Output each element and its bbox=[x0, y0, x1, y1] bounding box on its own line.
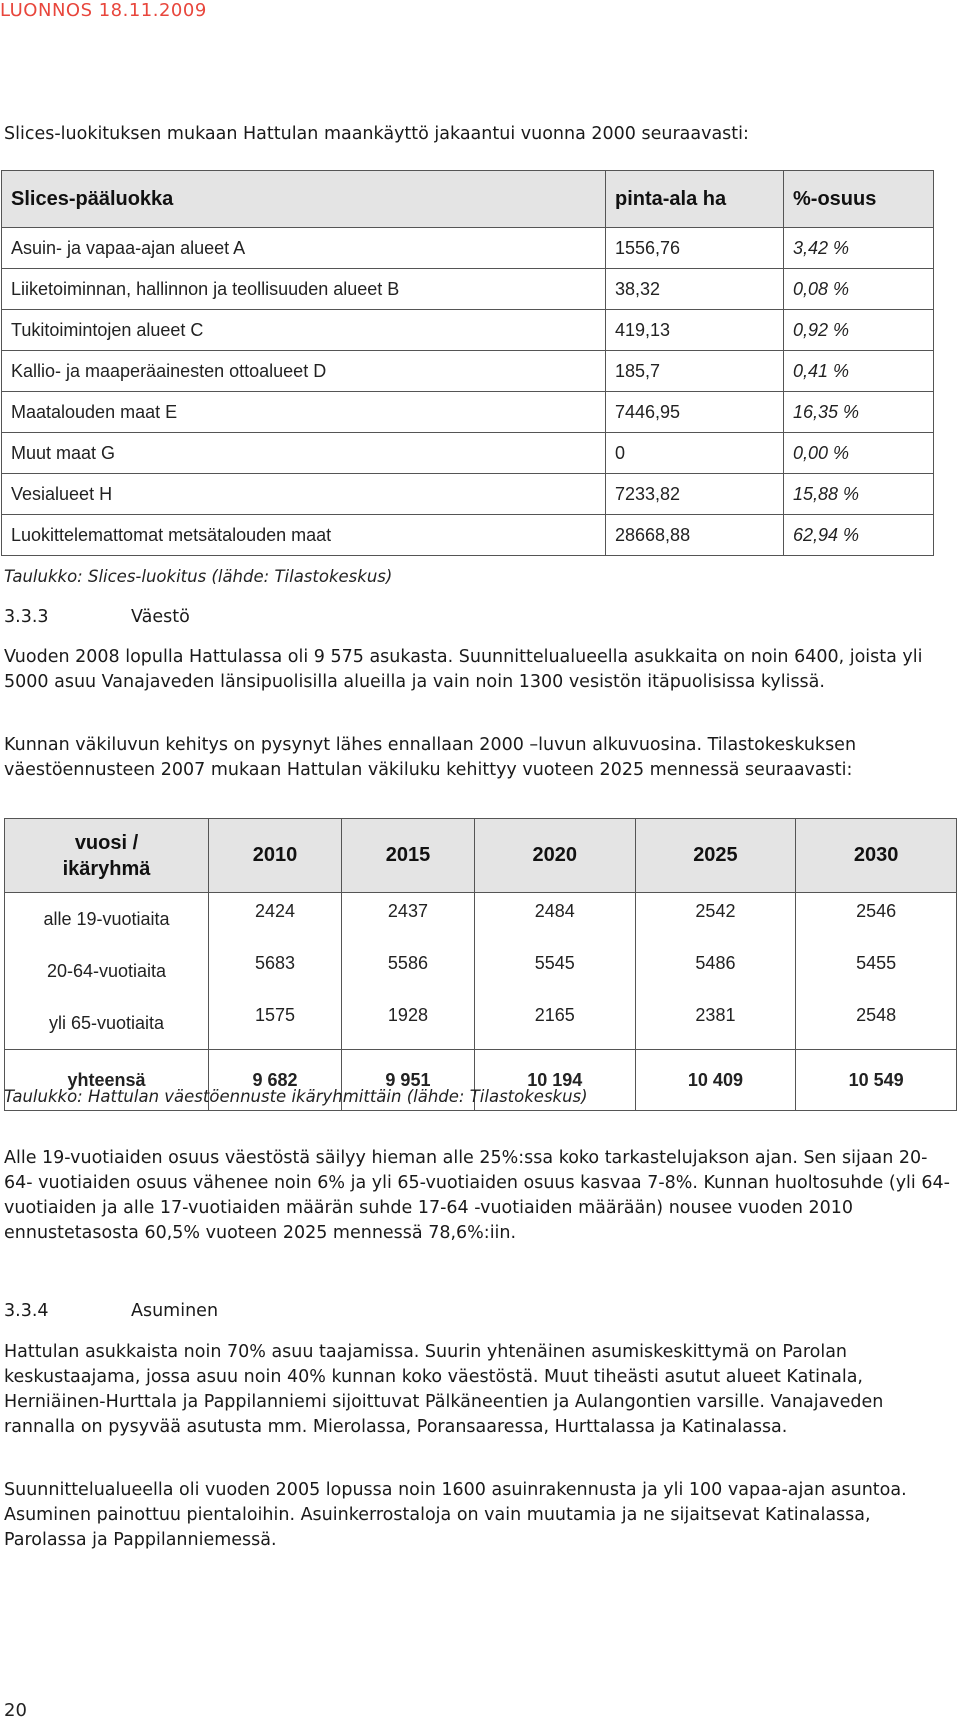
value-cell: 2548 bbox=[796, 997, 957, 1050]
section-title: Asuminen bbox=[131, 1301, 219, 1321]
population-table-caption: Taulukko: Hattulan väestöennuste ikäryhmittäin (lähde: Tilastokeskus) bbox=[4, 1087, 588, 1106]
intro-paragraph: Slices-luokituksen mukaan Hattulan maankäyttö jakaantui vuonna 2000 seuraavasti: bbox=[4, 124, 749, 144]
area-cell: 185,7 bbox=[606, 351, 784, 392]
age-group-label: alle 19-vuotiaita bbox=[5, 893, 209, 946]
value-cell: 2424 bbox=[209, 893, 342, 946]
table-header-row bbox=[5, 819, 957, 893]
column-header-year: 2020 bbox=[474, 819, 635, 893]
population-forecast-table bbox=[4, 818, 957, 1111]
area-cell: 419,13 bbox=[606, 310, 784, 351]
draft-watermark: LUONNOS 18.11.2009 bbox=[0, 0, 207, 21]
share-cell: 15,88 % bbox=[784, 474, 934, 515]
column-header-area: pinta-ala ha bbox=[606, 171, 784, 228]
area-cell: 0 bbox=[606, 433, 784, 474]
column-header-share: %-osuus bbox=[784, 171, 934, 228]
age-group-label: yli 65-vuotiaita bbox=[5, 997, 209, 1050]
area-cell: 38,32 bbox=[606, 269, 784, 310]
table-row bbox=[2, 269, 934, 310]
section-number: 3.3.3 bbox=[4, 607, 49, 627]
value-cell: 5486 bbox=[635, 945, 796, 997]
value-cell: 2484 bbox=[474, 893, 635, 946]
total-value-cell: 10 549 bbox=[796, 1050, 957, 1111]
share-cell: 0,92 % bbox=[784, 310, 934, 351]
section-heading-asuminen bbox=[4, 1301, 218, 1321]
category-cell: Vesialueet H bbox=[2, 474, 606, 515]
corner-line-1: vuosi / bbox=[74, 831, 139, 854]
value-cell: 1575 bbox=[209, 997, 342, 1050]
column-header-year-agegroup bbox=[5, 819, 209, 893]
category-cell: Luokittelemattomat metsätalouden maat bbox=[2, 515, 606, 556]
share-cell: 0,41 % bbox=[784, 351, 934, 392]
value-cell: 2437 bbox=[341, 893, 474, 946]
column-header-year: 2025 bbox=[635, 819, 796, 893]
category-cell: Liiketoiminnan, hallinnon ja teollisuuden alueet B bbox=[2, 269, 606, 310]
column-header-category: Slices-pääluokka bbox=[2, 171, 606, 228]
table-row bbox=[5, 945, 957, 997]
total-value-cell: 10 194 bbox=[474, 1050, 635, 1111]
table-row bbox=[5, 893, 957, 946]
category-cell: Kallio- ja maaperäainesten ottoalueet D bbox=[2, 351, 606, 392]
category-cell: Maatalouden maat E bbox=[2, 392, 606, 433]
area-cell: 7233,82 bbox=[606, 474, 784, 515]
area-cell: 1556,76 bbox=[606, 228, 784, 269]
table-row bbox=[2, 228, 934, 269]
table-row bbox=[2, 310, 934, 351]
category-cell: Asuin- ja vapaa-ajan alueet A bbox=[2, 228, 606, 269]
table-row bbox=[2, 515, 934, 556]
table-row bbox=[2, 351, 934, 392]
share-cell: 62,94 % bbox=[784, 515, 934, 556]
table-header-row bbox=[2, 171, 934, 228]
value-cell: 5455 bbox=[796, 945, 957, 997]
paragraph-housing-1: Hattulan asukkaista noin 70% asuu taajamissa. Suurin yhtenäinen asumiskeskittymä on Parolan keskustaajama, jossa asuu noin 40% kunnan koko väestöstä. Muut tiheästi asutut alueet Katinala, Herniäinen-Hurttala ja Pappilanniemi sijoittuvat Pälkäneentien ja Aulangontien varsille. Vanajaveden rannalla on pysyvää asutusta mm. Mierolassa, Poransaaressa, Hurttalassa ja Katinalassa. bbox=[4, 1342, 884, 1437]
value-cell: 5545 bbox=[474, 945, 635, 997]
share-cell: 16,35 % bbox=[784, 392, 934, 433]
section-number: 3.3.4 bbox=[4, 1301, 49, 1321]
corner-line-2: ikäryhmä bbox=[62, 857, 151, 880]
area-cell: 28668,88 bbox=[606, 515, 784, 556]
total-value-cell: 9 951 bbox=[341, 1050, 474, 1111]
section-heading-vaesto bbox=[4, 607, 190, 627]
share-cell: 0,00 % bbox=[784, 433, 934, 474]
area-cell: 7446,95 bbox=[606, 392, 784, 433]
total-value-cell: 9 682 bbox=[209, 1050, 342, 1111]
paragraph-population-2: Kunnan väkiluvun kehitys on pysynyt lähes ennallaan 2000 –luvun alkuvuosina. Tilastokeskuksen väestöennusteen 2007 mukaan Hattulan väkiluku kehittyy vuoteen 2025 mennessä seuraavasti: bbox=[4, 735, 857, 780]
category-cell: Tukitoimintojen alueet C bbox=[2, 310, 606, 351]
total-value-cell: 10 409 bbox=[635, 1050, 796, 1111]
table-row bbox=[2, 392, 934, 433]
table-row bbox=[5, 997, 957, 1050]
paragraph-population-3: Alle 19-vuotiaiden osuus väestöstä säilyy hieman alle 25%:ssa koko tarkastelujakson ajan. Sen sijaan 20-64- vuotiaiden osuus vähenee noin 6% ja yli 65-vuotiaiden osuus kasvaa 7-8%. Kunnan huoltosuhde (yli 64-vuotiaiden ja alle 17-vuotiaiden määrän suhde 17-64 -vuotiaiden määrään) nousee vuoden 2010 ennustetasosta 60,5% vuoteen 2025 mennessä 78,6%:iin. bbox=[4, 1148, 950, 1243]
value-cell: 5683 bbox=[209, 945, 342, 997]
slices-table-caption: Taulukko: Slices-luokitus (lähde: Tilastokeskus) bbox=[4, 567, 393, 586]
value-cell: 5586 bbox=[341, 945, 474, 997]
column-header-year: 2010 bbox=[209, 819, 342, 893]
value-cell: 2381 bbox=[635, 997, 796, 1050]
paragraph-housing-2: Suunnittelualueella oli vuoden 2005 lopussa noin 1600 asuinrakennusta ja yli 100 vapaa-ajan asuntoa. Asuminen painottuu pientaloihin. Asuinkerrostaloja on vain muutamia ja ne sijaitsevat Katinalassa, Parolassa ja Pappilanniemessä. bbox=[4, 1480, 907, 1550]
table-row bbox=[2, 474, 934, 515]
slices-land-use-table bbox=[1, 170, 934, 556]
value-cell: 1928 bbox=[341, 997, 474, 1050]
section-title: Väestö bbox=[131, 607, 190, 627]
category-cell: Muut maat G bbox=[2, 433, 606, 474]
share-cell: 3,42 % bbox=[784, 228, 934, 269]
value-cell: 2542 bbox=[635, 893, 796, 946]
table-row bbox=[2, 433, 934, 474]
total-label: yhteensä bbox=[5, 1050, 209, 1111]
age-group-label: 20-64-vuotiaita bbox=[5, 945, 209, 997]
value-cell: 2546 bbox=[796, 893, 957, 946]
value-cell: 2165 bbox=[474, 997, 635, 1050]
column-header-year: 2015 bbox=[341, 819, 474, 893]
page-number: 20 bbox=[4, 1700, 27, 1721]
paragraph-population-1: Vuoden 2008 lopulla Hattulassa oli 9 575 asukasta. Suunnittelualueella asukkaita on noin 6400, joista yli 5000 asuu Vanajaveden länsipuolisilla alueilla ja vain noin 1300 vesistön itäpuolisissa kylissä. bbox=[4, 647, 923, 692]
column-header-year: 2030 bbox=[796, 819, 957, 893]
share-cell: 0,08 % bbox=[784, 269, 934, 310]
